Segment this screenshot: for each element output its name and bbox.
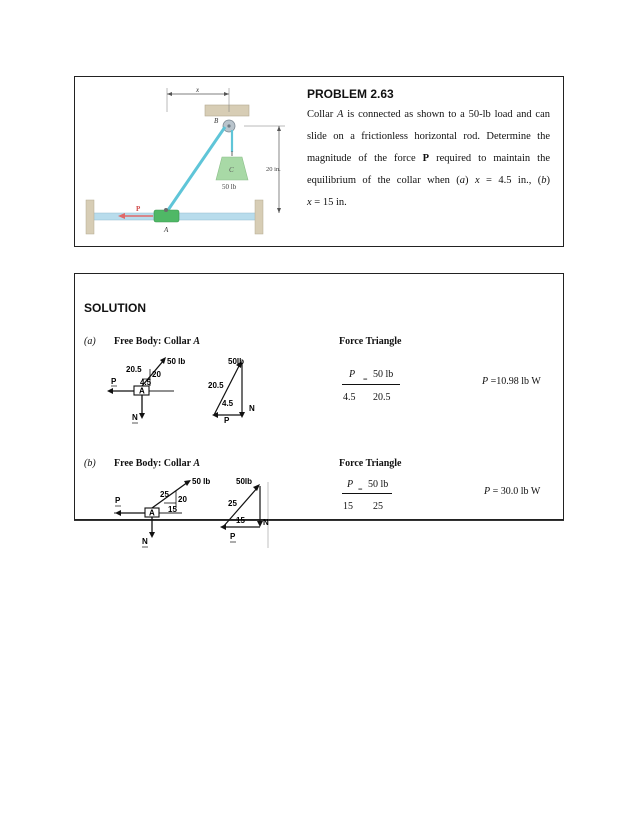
part-a-tri-hyp-label: 20.5 [208,381,224,390]
part-b-triangle-heading: Force Triangle [339,458,402,469]
part-a-eq-fraction-line [342,384,400,385]
statement-text: required to maintain the [429,153,550,164]
part-b-tri-load: 50lb [236,477,253,486]
part-a-fbd-horiz: 4.5 [140,378,152,387]
part-b-eq-num-right: 50 lb [368,479,389,490]
part-a-eq-den-right: 20.5 [373,392,391,403]
part-a-triangle-sketch [202,355,272,425]
statement-text: is connected as shown to a 50-lb load and can [343,109,550,120]
label-b: B [214,117,219,125]
part-b-tri-hyp-label: 25 [228,499,237,508]
part-a-fbd-p: P [111,377,117,386]
part-a-eq-num-left: P [349,369,356,380]
part-a-fbd-a: A [139,386,145,396]
part-b-tri-horiz-label: 15 [236,516,245,525]
dim-x-arrow-left [167,92,172,96]
part-b-fbd-hyp: 25 [160,490,169,499]
statement-text: equilibrium of the collar when ( [307,175,460,186]
part-b-tri-hyp-head [253,484,260,491]
part-a-fbd-load: 50 lb [167,357,186,366]
dim-x-label: x [196,86,200,94]
part-b-eq-fraction-line [342,493,392,494]
ceiling-support [205,105,249,116]
part-b-triangle-sketch [214,472,274,548]
part-b-eq-den-left: 15 [343,501,353,512]
part-a-tri-load: 50lb [228,357,245,366]
part-b-fbd-n-head [149,532,155,538]
label-p: P [136,205,141,213]
label-a: A [164,226,169,234]
problem-statement-line [307,170,550,192]
wall-right [255,200,263,234]
label-c: C [229,166,234,174]
part-a-fbd-vert: 20 [152,370,161,379]
part-a-fbd-heading-text: Free Body: Collar [114,336,194,347]
part-b-fbd-heading [114,458,200,469]
part-b-eq-num-left: P [347,479,354,490]
part-b-tri-horiz-head [220,524,226,530]
part-a-fbd-sketch [104,352,200,428]
part-a-eq-equals: = [363,375,368,384]
problem-statement-line [307,148,550,170]
collar-pin [164,208,168,212]
statement-text: magnitude of the force [307,153,423,164]
part-b-fbd-p: P [115,496,121,505]
part-a-fbd-heading-var: A [193,336,201,347]
problem-statement-line [307,126,550,148]
problem-statement-line [307,192,550,214]
wall-left [86,200,94,234]
problem-statement-line [307,104,550,126]
part-b-fbd-horiz: 15 [168,505,177,514]
part-a-fbd-hyp: 20.5 [126,365,142,374]
part-a-tri-horiz-label: 4.5 [222,399,234,408]
part-b-tri-p: P [230,532,236,541]
part-b-fbd-vert: 20 [178,495,187,504]
problem-statement [307,104,550,214]
part-b-result-value: = 30.0 lb W [492,486,541,497]
part-b-fbd-n: N [142,537,148,546]
statement-italic-var: a [459,175,466,186]
part-b-result [484,486,540,497]
part-a-result-value: =10.98 lb W [490,376,541,387]
part-b-fbd-heading-text: Free Body: Collar [114,458,194,469]
statement-italic-var: x [474,175,480,186]
problem-title: PROBLEM 2.63 [307,87,394,101]
part-a-fbd-heading [114,336,200,347]
part-b-fbd-sketch [110,472,210,550]
statement-text: slide on a frictionless horizontal rod. Determine the [307,131,550,142]
dim-20-arrow-bottom [277,208,281,213]
part-b-eq-equals: = [358,485,363,494]
part-a-fbd-n: N [132,413,138,422]
dim-20-label: 20 in. [266,166,281,173]
part-b-fbd-cable-head [184,480,191,486]
dim-20-arrow-top [277,126,281,131]
part-a-eq-num-right: 50 lb [373,369,394,380]
statement-italic-var: x [307,197,312,208]
part-b-fbd-p-head [115,510,121,516]
label-load: 50 lb [222,183,237,191]
part-b-fbd-a: A [149,508,155,518]
cable-ab [166,127,225,213]
statement-italic-var: A [337,109,344,120]
part-a-tri-p: P [224,416,230,425]
pulley-axle [227,124,230,127]
statement-text: = 15 in. [311,197,347,208]
statement-italic-var: b [541,175,547,186]
part-a-fbd-n-head [139,413,145,419]
part-a-tri-n: N [249,404,255,413]
dim-x-arrow-right [224,92,229,96]
part-b-result-var: P [484,486,491,497]
statement-bold-var: P [422,153,430,164]
statement-text: = 4.5 in., ( [479,175,542,186]
part-a-result-var: P [482,376,489,387]
part-b-fbd-heading-var: A [193,458,201,469]
part-a-label: (a) [84,336,96,347]
part-b-label: (b) [84,458,96,469]
statement-text: ) [546,175,550,186]
statement-text: ) [465,175,475,186]
statement-text: Collar [307,109,338,120]
part-a-fbd-p-head [107,388,113,394]
solution-title: SOLUTION [84,301,146,315]
problem-figure [80,82,300,242]
part-a-triangle-heading: Force Triangle [339,336,402,347]
part-b-fbd-load: 50 lb [192,477,210,486]
part-b-eq-den-right: 25 [373,501,383,512]
part-a-result [482,376,541,387]
part-a-eq-den-left: 4.5 [343,392,356,403]
part-b-tri-n: N [263,518,269,527]
